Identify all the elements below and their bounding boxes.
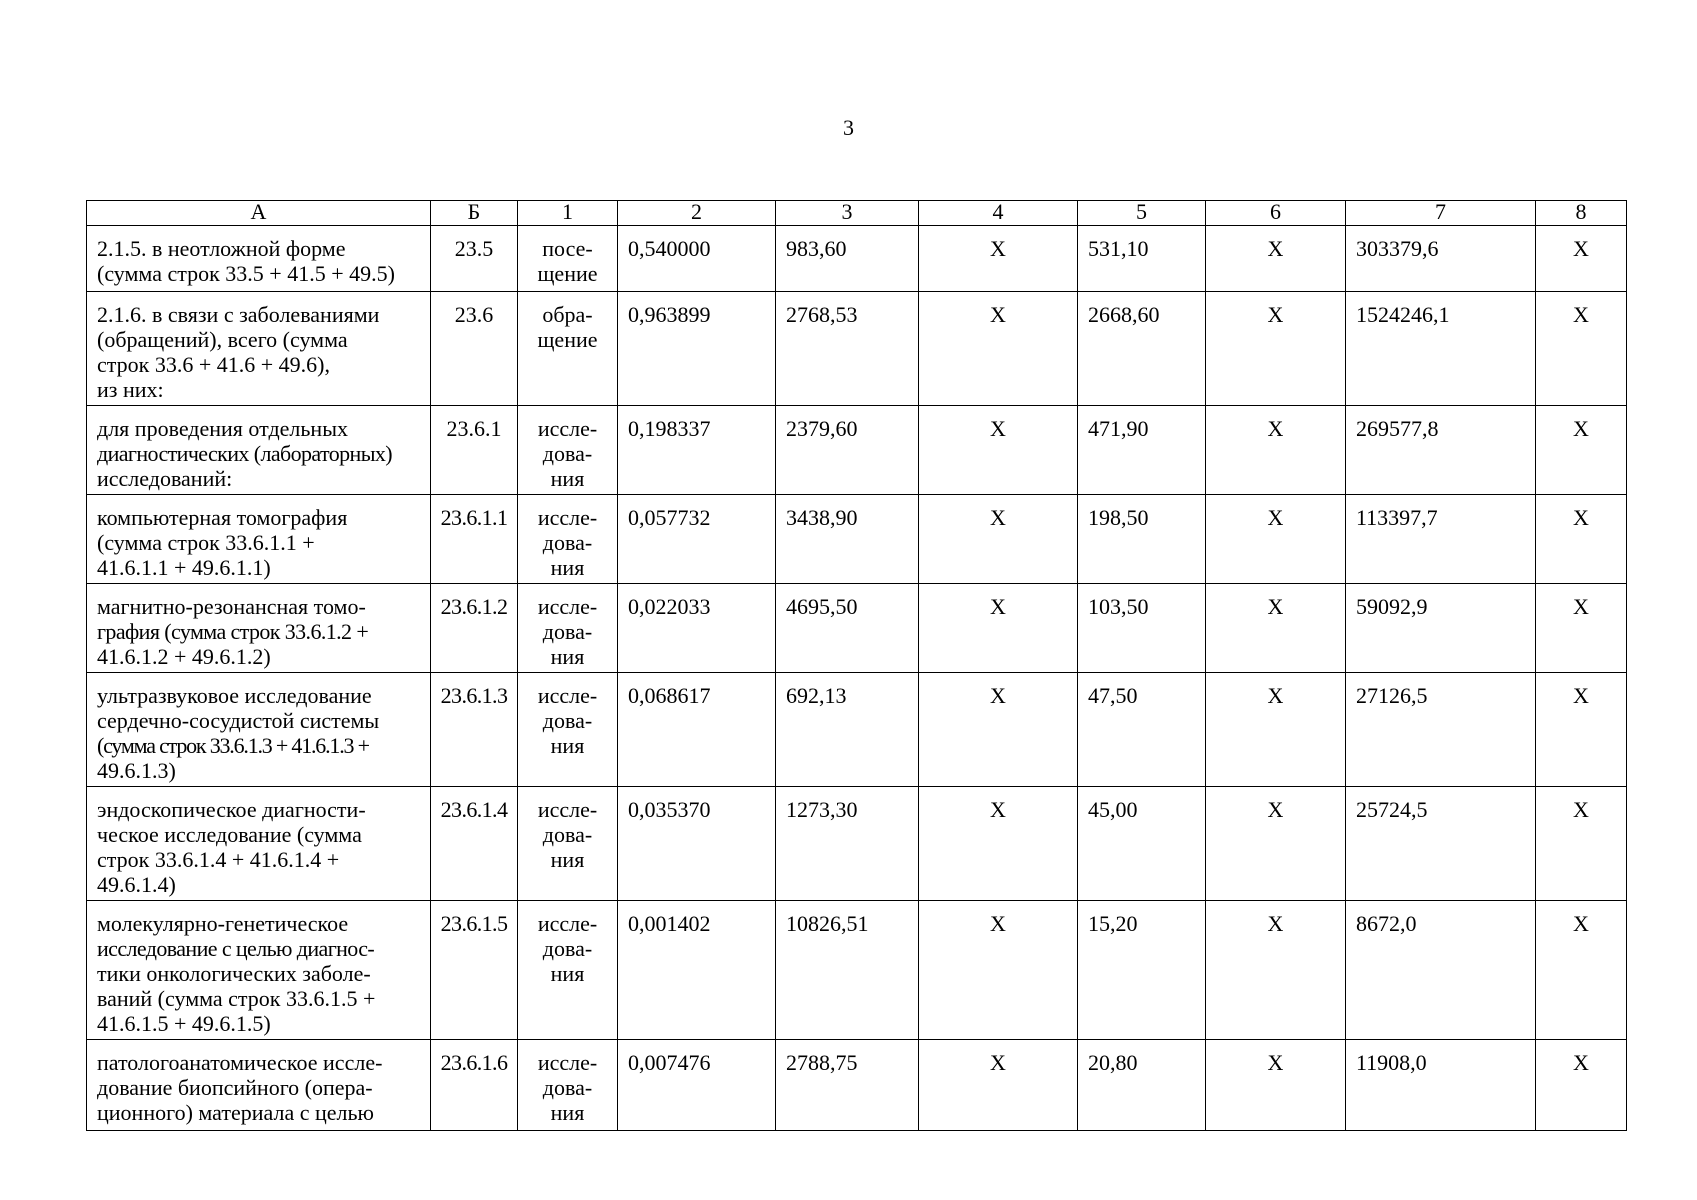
row-code-cell: 23.6.1.5 bbox=[431, 901, 518, 1040]
unit-line: ния bbox=[550, 961, 585, 986]
row-name-cell bbox=[87, 787, 431, 901]
cell-col7: 59092,9 bbox=[1346, 584, 1536, 673]
cell-col5: 47,50 bbox=[1078, 673, 1206, 787]
unit-line: дова- bbox=[542, 936, 593, 961]
row-name-cell bbox=[87, 673, 431, 787]
cell-col7: 269577,8 bbox=[1346, 406, 1536, 495]
cell-col3: 692,13 bbox=[776, 673, 919, 787]
row-code-cell: 23.6.1.6 bbox=[431, 1040, 518, 1131]
column-header: Б bbox=[431, 201, 518, 226]
row-code-cell: 23.6.1 bbox=[431, 406, 518, 495]
cell-col7: 11908,0 bbox=[1346, 1040, 1536, 1131]
cell-col5: 198,50 bbox=[1078, 495, 1206, 584]
column-header: 4 bbox=[919, 201, 1078, 226]
page-number: 3 bbox=[843, 115, 854, 140]
row-name-line: 2.1.5. в неотложной форме bbox=[97, 236, 346, 261]
row-name-line: 41.6.1.1 + 49.6.1.1) bbox=[97, 555, 271, 580]
cell-col3: 2379,60 bbox=[776, 406, 919, 495]
cell-col5: 103,50 bbox=[1078, 584, 1206, 673]
row-name-line: исследование с целью диагнос- bbox=[97, 936, 375, 961]
row-name-line: 49.6.1.4) bbox=[97, 872, 176, 897]
unit-line: иссле- bbox=[537, 911, 598, 936]
cell-col8: Х bbox=[1536, 226, 1627, 292]
cell-col5: 45,00 bbox=[1078, 787, 1206, 901]
row-name-cell bbox=[87, 226, 431, 292]
cell-col2: 0,057732 bbox=[618, 495, 776, 584]
row-name-line: эндоскопическое диагности- bbox=[97, 797, 366, 822]
row-name-line: патологоанатомическое иссле- bbox=[97, 1050, 383, 1075]
unit-line: иссле- bbox=[537, 683, 598, 708]
unit-line: ния bbox=[550, 555, 585, 580]
cell-col2: 0,198337 bbox=[618, 406, 776, 495]
row-name-line: ваний (сумма строк 33.6.1.5 + bbox=[97, 986, 376, 1011]
cell-col7: 8672,0 bbox=[1346, 901, 1536, 1040]
row-code-cell: 23.6.1.2 bbox=[431, 584, 518, 673]
row-name-line: (сумма строк 33.5 + 41.5 + 49.5) bbox=[97, 261, 395, 286]
row-name-cell bbox=[87, 1040, 431, 1131]
cell-col8: Х bbox=[1536, 673, 1627, 787]
row-unit-cell bbox=[518, 673, 618, 787]
cell-col3: 1273,30 bbox=[776, 787, 919, 901]
row-name-cell bbox=[87, 406, 431, 495]
row-name-line: молекулярно-генетическое bbox=[97, 911, 349, 936]
row-name-line: графия (сумма строк 33.6.1.2 + bbox=[97, 619, 369, 644]
data-table bbox=[86, 200, 1627, 1131]
cell-col8: Х bbox=[1536, 787, 1627, 901]
column-header: 2 bbox=[618, 201, 776, 226]
row-name-line: дование биопсийного (опера- bbox=[97, 1075, 373, 1100]
row-unit-cell bbox=[518, 495, 618, 584]
cell-col4: Х bbox=[919, 406, 1078, 495]
cell-col7: 113397,7 bbox=[1346, 495, 1536, 584]
cell-col6: Х bbox=[1206, 495, 1346, 584]
unit-line: ния bbox=[550, 1100, 585, 1125]
row-name-line: диагностических (лабораторных) bbox=[97, 441, 392, 466]
cell-col5: 20,80 bbox=[1078, 1040, 1206, 1131]
row-unit-cell bbox=[518, 406, 618, 495]
cell-col2: 0,007476 bbox=[618, 1040, 776, 1131]
unit-line: ния bbox=[550, 733, 585, 758]
cell-col2: 0,068617 bbox=[618, 673, 776, 787]
row-unit-cell bbox=[518, 226, 618, 292]
cell-col2: 0,963899 bbox=[618, 292, 776, 406]
row-name-line: строк 33.6 + 41.6 + 49.6), bbox=[97, 352, 330, 377]
row-name-line: исследований: bbox=[97, 466, 233, 491]
table-row bbox=[87, 292, 1627, 406]
unit-line: ния bbox=[550, 466, 585, 491]
row-name-line: магнитно-резонансная томо- bbox=[97, 594, 366, 619]
cell-col4: Х bbox=[919, 584, 1078, 673]
row-code-cell: 23.6.1.3 bbox=[431, 673, 518, 787]
unit-line: иссле- bbox=[537, 797, 598, 822]
cell-col6: Х bbox=[1206, 584, 1346, 673]
cell-col5: 471,90 bbox=[1078, 406, 1206, 495]
cell-col5: 531,10 bbox=[1078, 226, 1206, 292]
cell-col2: 0,540000 bbox=[618, 226, 776, 292]
row-unit-cell bbox=[518, 901, 618, 1040]
table-row bbox=[87, 495, 1627, 584]
cell-col8: Х bbox=[1536, 495, 1627, 584]
cell-col4: Х bbox=[919, 673, 1078, 787]
cell-col4: Х bbox=[919, 495, 1078, 584]
table-row bbox=[87, 584, 1627, 673]
cell-col6: Х bbox=[1206, 901, 1346, 1040]
cell-col7: 1524246,1 bbox=[1346, 292, 1536, 406]
unit-line: дова- bbox=[542, 1075, 593, 1100]
cell-col8: Х bbox=[1536, 406, 1627, 495]
row-name-line: из них: bbox=[97, 377, 164, 402]
cell-col2: 0,001402 bbox=[618, 901, 776, 1040]
row-name-line: (сумма строк 33.6.1.3 + 41.6.1.3 + bbox=[97, 733, 369, 758]
column-header: 7 bbox=[1346, 201, 1536, 226]
row-name-line: для проведения отдельных bbox=[97, 416, 348, 441]
row-code-cell: 23.6.1.1 bbox=[431, 495, 518, 584]
cell-col4: Х bbox=[919, 226, 1078, 292]
column-header: 5 bbox=[1078, 201, 1206, 226]
cell-col3: 2768,53 bbox=[776, 292, 919, 406]
cell-col3: 10826,51 bbox=[776, 901, 919, 1040]
unit-line: дова- bbox=[542, 822, 593, 847]
unit-line: дова- bbox=[542, 708, 593, 733]
row-name-line: 41.6.1.2 + 49.6.1.2) bbox=[97, 644, 271, 669]
cell-col3: 2788,75 bbox=[776, 1040, 919, 1131]
cell-col8: Х bbox=[1536, 292, 1627, 406]
row-name-line: 41.6.1.5 + 49.6.1.5) bbox=[97, 1011, 271, 1036]
row-name-line: ультразвуковое исследование bbox=[97, 683, 372, 708]
row-unit-cell bbox=[518, 292, 618, 406]
row-name-line: строк 33.6.1.4 + 41.6.1.4 + bbox=[97, 847, 340, 872]
cell-col3: 4695,50 bbox=[776, 584, 919, 673]
row-name-line: тики онкологических заболе- bbox=[97, 961, 371, 986]
cell-col7: 303379,6 bbox=[1346, 226, 1536, 292]
table-row bbox=[87, 787, 1627, 901]
unit-line: дова- bbox=[542, 441, 593, 466]
row-unit-cell bbox=[518, 1040, 618, 1131]
cell-col6: Х bbox=[1206, 406, 1346, 495]
cell-col6: Х bbox=[1206, 787, 1346, 901]
unit-line: иссле- bbox=[537, 594, 598, 619]
row-name-line: (сумма строк 33.6.1.1 + bbox=[97, 530, 315, 555]
unit-line: иссле- bbox=[537, 505, 598, 530]
cell-col8: Х bbox=[1536, 901, 1627, 1040]
unit-line: ния bbox=[550, 644, 585, 669]
unit-line: ния bbox=[550, 847, 585, 872]
cell-col4: Х bbox=[919, 1040, 1078, 1131]
row-name-line: компьютерная томография bbox=[97, 505, 348, 530]
unit-line: иссле- bbox=[537, 1050, 598, 1075]
row-name-cell bbox=[87, 901, 431, 1040]
cell-col4: Х bbox=[919, 292, 1078, 406]
row-name-line: сердечно-сосудистой системы bbox=[97, 708, 380, 733]
cell-col4: Х bbox=[919, 901, 1078, 1040]
table-row bbox=[87, 406, 1627, 495]
row-name-cell bbox=[87, 495, 431, 584]
cell-col3: 3438,90 bbox=[776, 495, 919, 584]
unit-line: иссле- bbox=[537, 416, 598, 441]
table-row bbox=[87, 901, 1627, 1040]
unit-line: щение bbox=[537, 261, 598, 286]
row-code-cell: 23.6 bbox=[431, 292, 518, 406]
row-unit-cell bbox=[518, 584, 618, 673]
row-name-line: 2.1.6. в связи с заболеваниями bbox=[97, 302, 380, 327]
cell-col2: 0,022033 bbox=[618, 584, 776, 673]
row-name-line: 49.6.1.3) bbox=[97, 758, 176, 783]
table-row bbox=[87, 673, 1627, 787]
unit-line: посе- bbox=[542, 236, 593, 261]
table-row bbox=[87, 1040, 1627, 1131]
column-header: 3 bbox=[776, 201, 919, 226]
cell-col6: Х bbox=[1206, 1040, 1346, 1131]
column-header: 8 bbox=[1536, 201, 1627, 226]
column-header: А bbox=[87, 201, 431, 226]
cell-col5: 15,20 bbox=[1078, 901, 1206, 1040]
column-header: 1 bbox=[518, 201, 618, 226]
row-name-line: ционного) материала с целью bbox=[97, 1100, 374, 1125]
unit-line: обра- bbox=[542, 302, 593, 327]
row-name-line: (обращений), всего (сумма bbox=[97, 327, 348, 352]
row-code-cell: 23.6.1.4 bbox=[431, 787, 518, 901]
row-code-cell: 23.5 bbox=[431, 226, 518, 292]
header-row bbox=[87, 201, 1627, 226]
column-header: 6 bbox=[1206, 201, 1346, 226]
cell-col8: Х bbox=[1536, 584, 1627, 673]
cell-col7: 25724,5 bbox=[1346, 787, 1536, 901]
row-name-line: ческое исследование (сумма bbox=[97, 822, 362, 847]
cell-col3: 983,60 bbox=[776, 226, 919, 292]
row-name-cell bbox=[87, 584, 431, 673]
row-name-cell bbox=[87, 292, 431, 406]
row-unit-cell bbox=[518, 787, 618, 901]
unit-line: щение bbox=[537, 327, 598, 352]
cell-col6: Х bbox=[1206, 292, 1346, 406]
unit-line: дова- bbox=[542, 530, 593, 555]
cell-col2: 0,035370 bbox=[618, 787, 776, 901]
cell-col7: 27126,5 bbox=[1346, 673, 1536, 787]
table-row bbox=[87, 226, 1627, 292]
unit-line: дова- bbox=[542, 619, 593, 644]
cell-col5: 2668,60 bbox=[1078, 292, 1206, 406]
cell-col6: Х bbox=[1206, 226, 1346, 292]
cell-col4: Х bbox=[919, 787, 1078, 901]
cell-col6: Х bbox=[1206, 673, 1346, 787]
cell-col8: Х bbox=[1536, 1040, 1627, 1131]
